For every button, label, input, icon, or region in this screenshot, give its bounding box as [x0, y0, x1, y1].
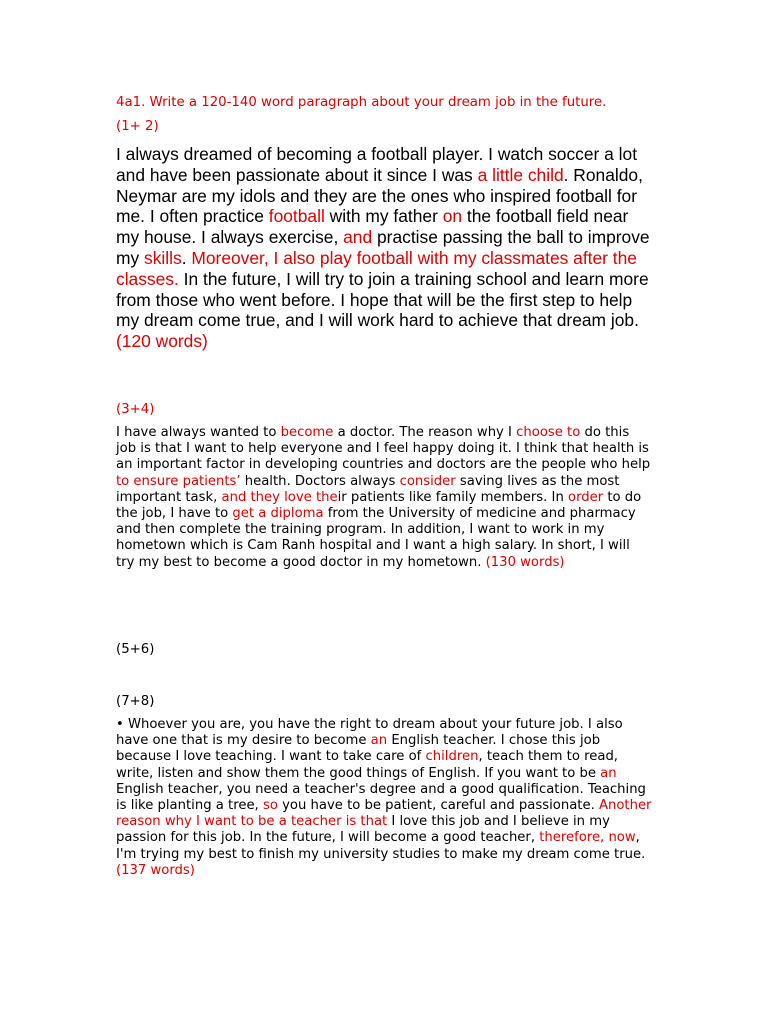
text-run: , teach them to read, write, listen and show them the good things of English. If you want to be: [116, 749, 619, 781]
text-run: English teacher, you need a teacher's degree and a good qualification. Teaching is like planting a tree,: [116, 781, 646, 814]
text-run: practise passing the ball to improve my: [116, 227, 650, 268]
text-run: health. Doctors always: [240, 473, 400, 489]
text-run: do this job is that I want to help everyone and I feel happy doing it. I think that health is an important factor in developing countries and doctors are the people who help: [116, 425, 651, 473]
correction-highlight: choose to: [516, 425, 581, 440]
group-label-1-2: (1+ 2): [116, 119, 159, 134]
correction-highlight: a little child: [477, 164, 564, 185]
group-label-3-4: (3+4): [116, 402, 155, 417]
correction-highlight: an: [370, 733, 388, 749]
text-run: In the future, I will try to join a training school and learn more from those who went before. I hope that will be the first step to help my dream come true, and I will work hard to achieve that dream job.: [116, 268, 649, 331]
text-run: you have to be patient, careful and passionate.: [277, 798, 599, 814]
text-run: ir patients like family members. In: [337, 489, 568, 505]
correction-highlight: football: [268, 206, 325, 227]
group-label-5-6: (5+6): [116, 642, 155, 657]
paragraph-english-teacher: [116, 717, 653, 879]
text-run: I love this job and I believe in my passion for this job. In the future, I will become a good teacher,: [116, 814, 610, 846]
text-run: the football field near my house. I always exercise,: [116, 206, 629, 248]
text-run: I have always wanted to: [116, 425, 281, 440]
paragraph-football-player: [116, 144, 654, 352]
correction-highlight: and they love the: [221, 489, 338, 505]
correction-highlight: skills: [144, 247, 182, 268]
text-run: English teacher. I chose this job because I love teaching. I want to take care of: [116, 733, 601, 765]
word-count: (120 words): [116, 331, 208, 352]
correction-highlight: become: [280, 425, 334, 440]
word-count: (130 words): [485, 554, 565, 570]
correction-highlight: so: [262, 798, 278, 814]
group-label-7-8: (7+8): [116, 694, 155, 709]
text-run: a doctor. The reason why I: [333, 425, 517, 440]
text-run: from the University of medicine and pharmacy and then complete the training program. In addition, I want to work in my hometown which is Cam Ranh hospital and I want a high salary. In short, I will try my best to become a good doctor in my hometown.: [116, 506, 636, 570]
text-run: with my father: [324, 206, 443, 227]
correction-highlight: an: [600, 765, 617, 781]
correction-highlight: on: [442, 206, 463, 227]
text-run: I always dreamed of becoming a football player. I watch soccer a lot and have been passionate about it since I was: [116, 144, 638, 185]
text-run: .: [181, 247, 192, 268]
correction-highlight: children: [425, 749, 479, 765]
assignment-title: 4a1. Write a 120-140 word paragraph about your dream job in the future.: [116, 95, 607, 110]
word-count: (137 words): [116, 862, 195, 878]
correction-highlight: order: [568, 489, 604, 505]
correction-highlight: consider: [399, 473, 456, 489]
text-run: . Ronaldo, Neymar are my idols and they are the ones who inspired football for me. I often practice: [116, 164, 643, 227]
correction-highlight: Another reason why I want to be a teacher is that: [116, 798, 652, 830]
paragraph-doctor: [116, 425, 651, 571]
correction-highlight: therefore, now: [539, 830, 636, 846]
text-run: , I'm trying my best to finish my university studies to make my dream come true.: [116, 830, 646, 862]
correction-highlight: to ensure patients’: [116, 473, 241, 489]
correction-highlight: get a diploma: [232, 506, 324, 522]
text-run: saving lives as the most important task,: [116, 473, 620, 505]
text-run: to do the job, I have to: [116, 489, 642, 522]
correction-highlight: and: [343, 227, 373, 248]
text-run: • Whoever you are, you have the right to dream about your future job. I also have one that is my desire to become: [116, 717, 623, 749]
correction-highlight: Moreover, I also play football with my classmates after the classes.: [116, 247, 637, 289]
